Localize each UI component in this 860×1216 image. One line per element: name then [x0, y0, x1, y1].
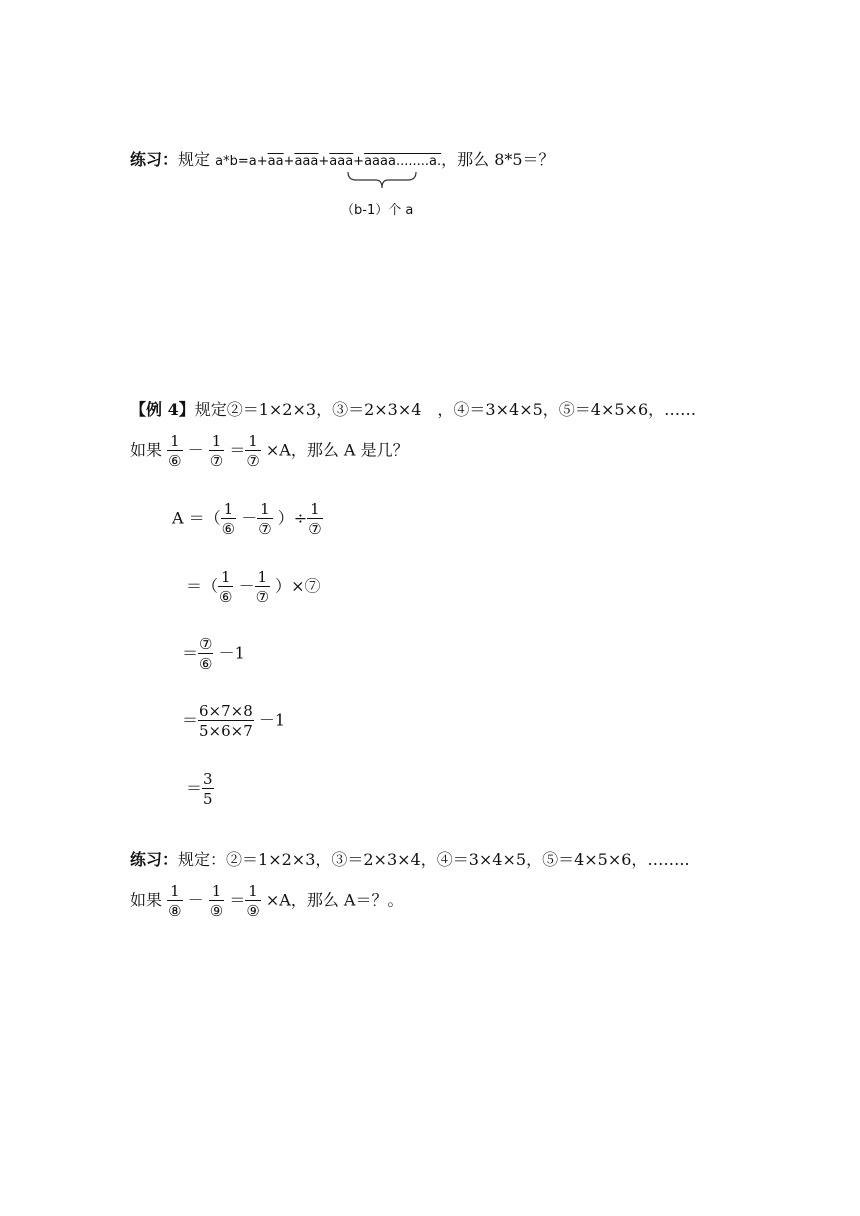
- minus-sign: －: [187, 890, 204, 910]
- fraction: $\frac{1}{\text{⑦}}$: [258, 500, 272, 538]
- brace-label: （b-1）个 a: [341, 203, 414, 218]
- example4-rule: [130, 400, 696, 420]
- fraction: $\frac{6\times 7\times 8}{5\times 6\times 7}$: [199, 702, 253, 740]
- fraction: $\frac{1}{\text{⑥}}$: [219, 568, 233, 606]
- equals-sign: ＝: [182, 643, 199, 663]
- q-prefix: 如果: [130, 890, 163, 910]
- fraction: $\frac{1}{\text{⑥}}$: [221, 500, 236, 538]
- fraction: $\frac{1}{\text{⑧}}$: [168, 882, 182, 920]
- minus-sign: －: [238, 576, 255, 596]
- example4-tag: 【例 4】: [130, 400, 195, 419]
- fraction: $\frac{1}{\text{⑦}}$: [255, 568, 270, 606]
- equals-sign: ＝: [186, 778, 203, 798]
- minus-sign: －: [187, 440, 204, 460]
- tail: －1: [258, 710, 286, 730]
- lhs: ＝（: [186, 576, 219, 596]
- fraction: $\frac{\text{⑦}}{\text{⑥}}$: [199, 635, 213, 673]
- fraction: $\frac{1}{\text{⑥}}$: [168, 432, 182, 470]
- solution-line-1: [172, 500, 323, 538]
- practice2-question: [130, 882, 403, 920]
- lhs: A ＝（: [172, 508, 221, 528]
- divide-op: ）÷: [277, 508, 308, 528]
- underbrace-icon: [346, 170, 418, 192]
- fraction: $\frac{3}{5}$: [203, 770, 213, 808]
- solution-line-3: [182, 635, 245, 673]
- solution-line-4: [182, 702, 285, 740]
- q-prefix: 如果: [130, 440, 163, 460]
- tail: ）×⑦: [275, 576, 321, 596]
- fraction: $\frac{1}{\text{⑨}}$: [209, 882, 224, 920]
- practice1-suffix: ，那么 8*5＝？: [441, 150, 555, 169]
- practice1-label: 练习：: [130, 150, 179, 169]
- fraction: $\frac{1}{\text{⑦}}$: [209, 432, 224, 470]
- solution-line-5: [186, 770, 214, 808]
- practice1-prefix: 规定: [178, 150, 211, 169]
- fraction: $\frac{1}{\text{⑨}}$: [246, 882, 260, 920]
- solution-line-2: [186, 568, 321, 606]
- practice1-line: [130, 150, 555, 172]
- example4-rule-text: 规定②＝1×2×3，③＝2×3×4 ，④＝3×4×5，⑤＝4×5×6，……: [194, 400, 697, 419]
- equals-sign: ＝: [229, 890, 246, 910]
- fraction: $\frac{1}{\text{⑦}}$: [308, 500, 322, 538]
- practice2-rule: [130, 850, 690, 870]
- equals-sign: ＝: [229, 440, 246, 460]
- minus-sign: －: [241, 508, 258, 528]
- fraction: $\frac{1}{\text{⑦}}$: [246, 432, 260, 470]
- example4-question: [130, 432, 409, 470]
- equals-sign: ＝: [182, 710, 199, 730]
- tail: －1: [218, 643, 245, 663]
- long-term: aaaa........a.: [364, 154, 442, 169]
- practice2-label: 练习：: [130, 850, 179, 869]
- practice2-rule-text: 规定：②＝1×2×3，③＝2×3×4，④＝3×4×5，⑤＝4×5×6，……..: [178, 850, 690, 869]
- q-suffix: ×A，那么 A＝？。: [265, 890, 404, 910]
- practice1-formula: $a*b=a+\overline{aa}+\overline{aaa}+\overline{aaa}+aaaa........a$.: [215, 154, 442, 169]
- q-suffix: ×A，那么 A 是几？: [265, 440, 409, 460]
